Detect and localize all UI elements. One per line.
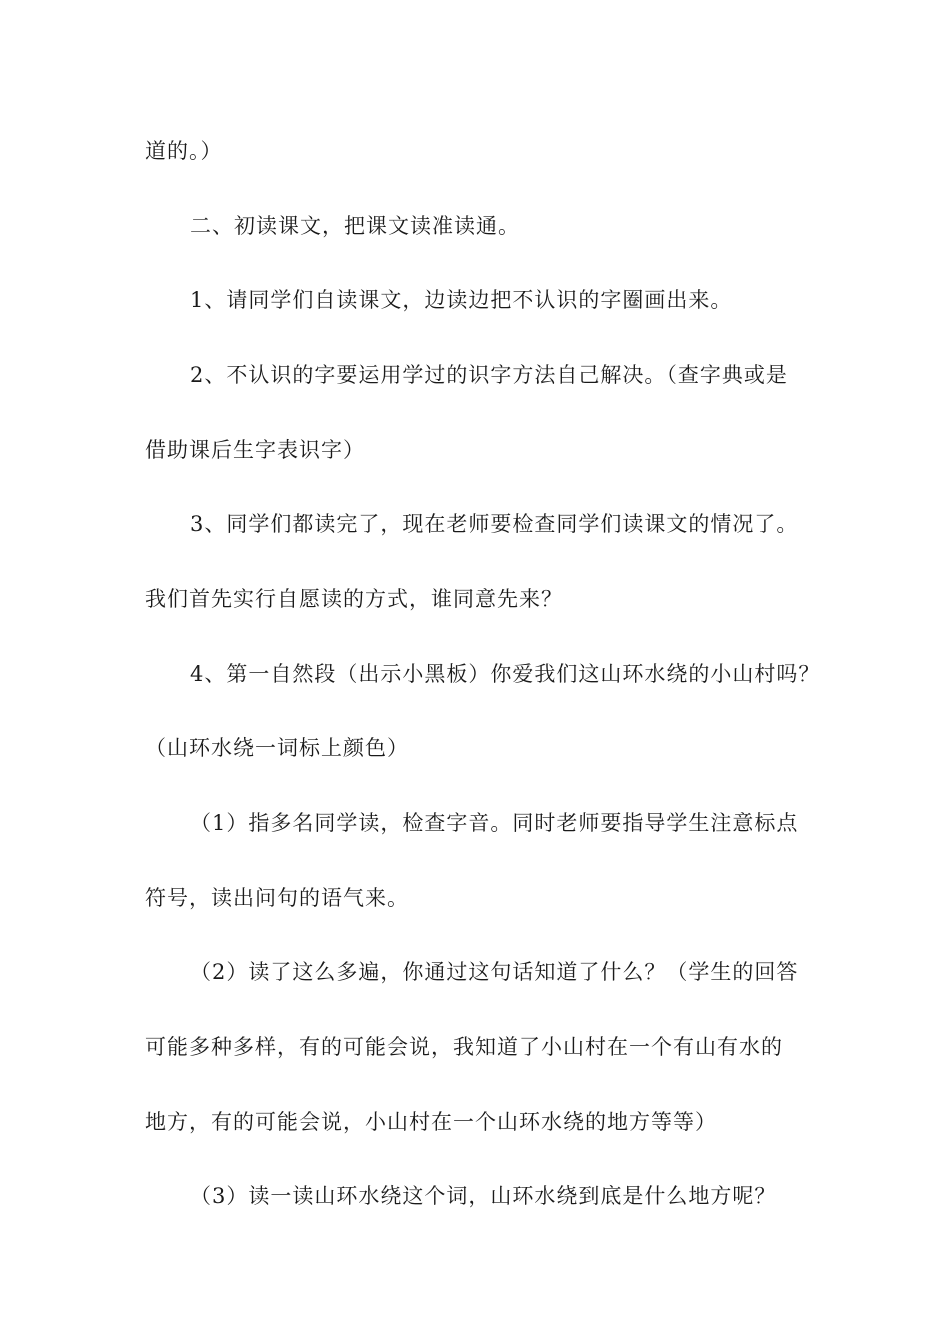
sub-item-2: （2）读了这么多遍，你通过这句话知道了什么？（学生的回答 xyxy=(190,960,799,984)
sub-item-1: （1）指多名同学读，检查字音。同时老师要指导学生注意标点 xyxy=(190,811,799,835)
sub-item-3: （3）读一读山环水绕这个词，山环水绕到底是什么地方呢？ xyxy=(190,1184,777,1208)
list-item-1: 1、请同学们自读课文，边读边把不认识的字圈画出来。 xyxy=(190,288,733,312)
text-line-continuation-sub-2b: 地方，有的可能会说，小山村在一个山环水绕的地方等等） xyxy=(145,1110,717,1134)
text-line-continuation-sub-1: 符号，读出问句的语气来。 xyxy=(145,886,409,910)
text-line-continuation-4: （山环水绕一词标上颜色） xyxy=(145,736,409,760)
text-line-continuation-3: 我们首先实行自愿读的方式，谁同意先来？ xyxy=(145,587,563,611)
section-heading: 二、初读课文，把课文读准读通。 xyxy=(190,214,520,238)
text-line-continuation-sub-2a: 可能多种多样，有的可能会说，我知道了小山村在一个有山有水的 xyxy=(145,1035,783,1059)
list-item-2: 2、不认识的字要运用学过的识字方法自己解决。（查字典或是 xyxy=(190,363,788,387)
list-item-3: 3、同学们都读完了，现在老师要检查同学们读课文的情况了。 xyxy=(190,512,799,536)
list-item-4: 4、第一自然段（出示小黑板）你爱我们这山环水绕的小山村吗？ xyxy=(190,662,821,686)
text-line-1: 道的。） xyxy=(145,139,223,163)
text-line-continuation-2: 借助课后生字表识字） xyxy=(145,438,365,462)
